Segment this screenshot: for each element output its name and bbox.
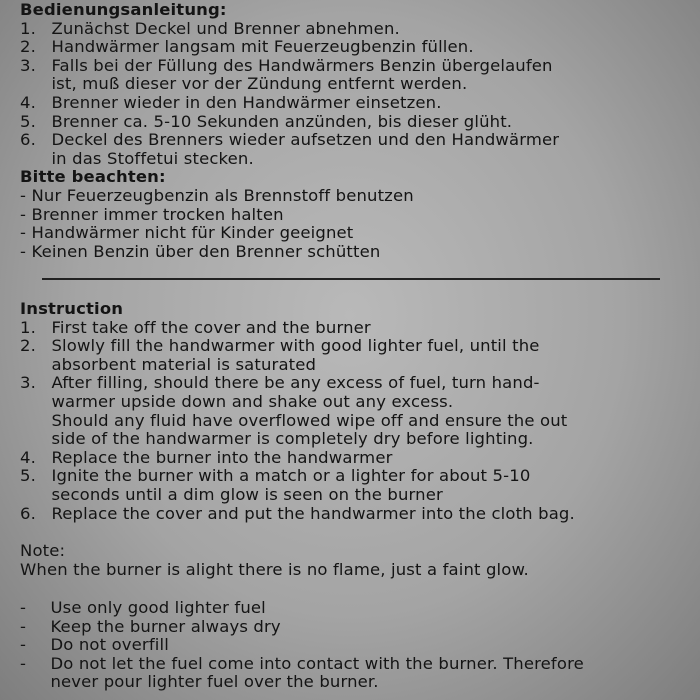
english-step-line (20, 337, 700, 356)
step-text: Zunächst Deckel und Brenner abnehmen. (51, 18, 400, 38)
step-text: Falls bei der Füllung des Handwärmers Benzin übergelaufen (51, 55, 553, 75)
bullet-mark: - (20, 635, 27, 655)
german-step-line (20, 57, 700, 76)
note-body-text: When the burner is alight there is no flame, just a faint glow. (20, 559, 529, 579)
german-step-line (20, 113, 700, 132)
bullet-mark: - (20, 598, 27, 617)
step-number: 2. (20, 37, 36, 57)
step-text: Replace the burner into the handwarmer (51, 447, 393, 467)
step-text: absorbent material is saturated (51, 354, 317, 374)
step-text: Ignite the burner with a match or a lighter for about 5-10 (51, 466, 531, 486)
english-step-line (20, 486, 700, 505)
english-heading (20, 300, 700, 319)
english-heading-text: Instruction (20, 299, 124, 318)
step-text: Handwärmer langsam mit Feuerzeugbenzin füllen. (51, 37, 474, 57)
german-step-line (20, 38, 700, 57)
bullet-text: Keep the burner always dry (50, 616, 281, 636)
step-number: 4. (20, 93, 36, 112)
english-step-line (20, 467, 700, 486)
german-notes-heading-text: Bitte beachten: (20, 167, 166, 187)
step-text: warmer upside down and shake out any excess. (51, 392, 454, 411)
german-note-line (20, 206, 700, 225)
bullet-text: Use only good lighter fuel (50, 598, 266, 617)
bullet-mark: - (20, 616, 27, 636)
english-bullet-line (20, 599, 700, 618)
step-number: 1. (20, 18, 36, 38)
english-bullet-line (20, 655, 700, 674)
step-text: First take off the cover and the burner (51, 317, 371, 337)
step-text: After filling, should there be any excess of fuel, turn hand- (51, 373, 540, 393)
english-bullet-line (20, 618, 700, 637)
step-text: side of the handwarmer is completely dry before lighting. (51, 429, 534, 449)
step-text: Deckel des Brenners wieder aufsetzen und den Handwärmer (51, 130, 560, 150)
step-text: Brenner wieder in den Handwärmer einsetzen. (51, 93, 442, 112)
note-text: - Handwärmer nicht für Kinder geeignet (20, 223, 354, 243)
note-text: - Brenner immer trocken halten (20, 204, 284, 224)
english-note-heading (20, 542, 700, 561)
step-text: Replace the cover and put the handwarmer into the cloth bag. (51, 503, 575, 523)
step-number: 1. (20, 317, 36, 337)
step-text: ist, muß dieser vor der Zündung entfernt werden. (51, 74, 468, 94)
german-note-line (20, 243, 700, 262)
section-divider (42, 278, 660, 280)
english-step-line (20, 374, 700, 393)
step-number: 5. (20, 466, 36, 486)
german-step-line (20, 131, 700, 150)
step-text: seconds until a dim glow is seen on the burner (51, 485, 443, 504)
german-step-line (20, 20, 700, 39)
german-note-line (20, 187, 700, 206)
note-text: - Nur Feuerzeugbenzin als Brennstoff benutzen (20, 186, 414, 205)
step-number: 5. (20, 111, 36, 131)
english-step-line (20, 412, 700, 431)
english-bullet-line (20, 673, 700, 692)
bullet-text: Do not overfill (50, 635, 169, 655)
english-step-line (20, 505, 700, 524)
step-text: Slowly fill the handwarmer with good lighter fuel, until the (51, 336, 540, 356)
bullet-mark: - (20, 653, 27, 673)
german-heading-text: Bedienungsanleitung: (20, 0, 227, 19)
english-step-line (20, 449, 700, 468)
step-text: Brenner ca. 5-10 Sekunden anzünden, bis dieser glüht. (51, 111, 513, 131)
step-text: in das Stoffetui stecken. (51, 148, 254, 168)
step-text: Should any fluid have overflowed wipe off and ensure the out (51, 410, 568, 430)
bullet-text: Do not let the fuel come into contact with the burner. Therefore (50, 653, 584, 673)
german-step-line (20, 75, 700, 94)
german-step-line (20, 94, 700, 113)
step-number: 3. (20, 55, 36, 75)
english-step-line (20, 393, 700, 412)
german-heading (20, 1, 700, 20)
english-note-line (20, 561, 700, 580)
step-number: 6. (20, 130, 36, 150)
step-number: 3. (20, 373, 36, 393)
english-step-line (20, 430, 700, 449)
step-number: 6. (20, 503, 36, 523)
note-heading-text: Note: (20, 541, 66, 560)
english-step-line (20, 356, 700, 375)
step-number: 2. (20, 336, 36, 356)
step-number: 4. (20, 447, 36, 467)
bullet-text: never pour lighter fuel over the burner. (50, 672, 379, 692)
german-note-line (20, 224, 700, 243)
english-bullet-line (20, 636, 700, 655)
note-text: - Keinen Benzin über den Brenner schütten (20, 241, 381, 261)
english-step-line (20, 319, 700, 338)
german-step-line (20, 150, 700, 169)
german-notes-heading (20, 168, 700, 187)
